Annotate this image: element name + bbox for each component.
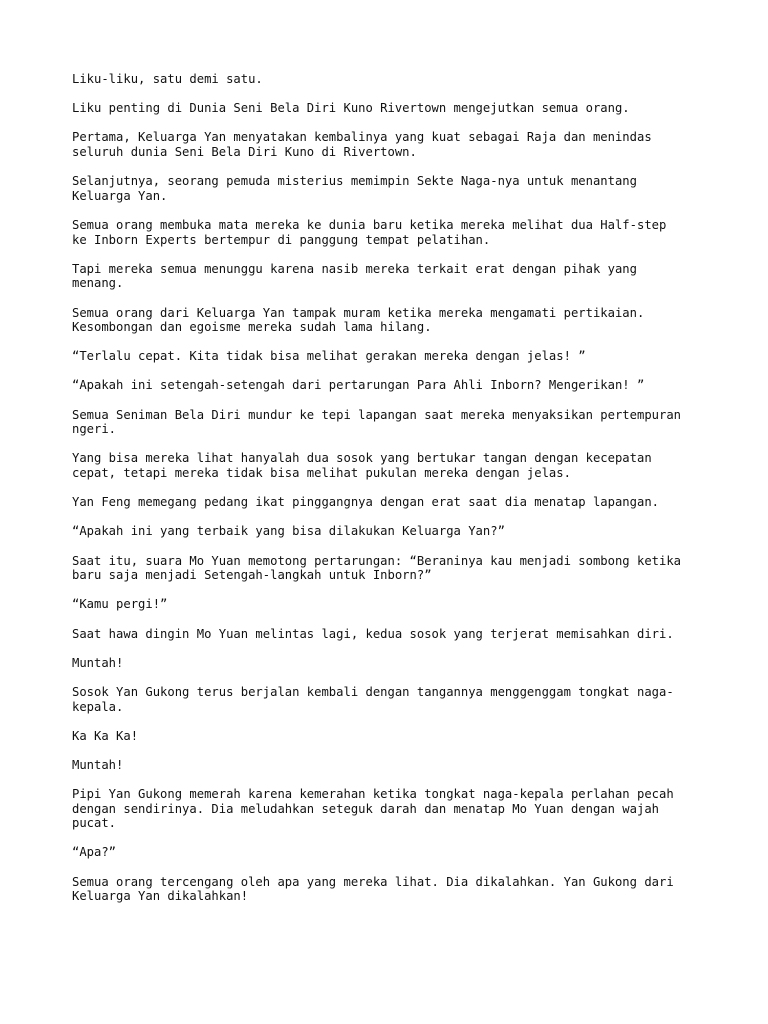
paragraph: Semua orang tercengang oleh apa yang mereka lihat. Dia dikalahkan. Yan Gukong dari Keluarga Yan dikalahkan! — [72, 874, 674, 904]
paragraph: Semua orang dari Keluarga Yan tampak muram ketika mereka mengamati pertikaian. Kesombongan dan egoisme mereka sudah lama hilang. — [72, 305, 645, 335]
paragraph: Yang bisa mereka lihat hanyalah dua sosok yang bertukar tangan dengan kecepatan cepat, tetapi mereka tidak bisa melihat pukulan mereka dengan jelas. — [72, 451, 652, 481]
paragraph: Tapi mereka semua menunggu karena nasib mereka terkait erat dengan pihak yang menang. — [72, 261, 637, 291]
paragraph: Pipi Yan Gukong memerah karena kemerahan ketika tongkat naga-kepala perlahan pecah dengan sendirinya. Dia meludahkan seteguk darah dan menatap Mo Yuan dengan wajah pucat. — [72, 787, 674, 831]
paragraph: Saat itu, suara Mo Yuan memotong pertarungan: “Beraninya kau menjadi sombong ketika baru saja menjadi Setengah-langkah untuk Inborn?” — [72, 553, 682, 583]
paragraph: Ka Ka Ka! — [72, 728, 139, 743]
document-page — [72, 72, 712, 918]
paragraph: Sosok Yan Gukong terus berjalan kembali dengan tangannya menggenggam tongkat naga- kepala. — [72, 684, 674, 714]
paragraph: Saat hawa dingin Mo Yuan melintas lagi, kedua sosok yang terjerat memisahkan diri. — [72, 626, 674, 641]
paragraph: Liku penting di Dunia Seni Bela Diri Kuno Rivertown mengejutkan semua orang. — [72, 101, 630, 116]
paragraph: “Kamu pergi!” — [72, 597, 168, 612]
paragraph: Selanjutnya, seorang pemuda misterius memimpin Sekte Naga-nya untuk menantang Keluarga Yan. — [72, 174, 637, 203]
paragraph: Pertama, Keluarga Yan menyatakan kembalinya yang kuat sebagai Raja dan menindas seluruh dunia Seni Bela Diri Kuno di Rivertown. — [72, 130, 652, 159]
paragraph: “Apa?” — [72, 845, 117, 860]
paragraph: Semua Seniman Bela Diri mundur ke tepi lapangan saat mereka menyaksikan pertempuran ngeri. — [72, 407, 682, 437]
paragraph: Muntah! — [72, 757, 124, 772]
paragraph: Yan Feng memegang pedang ikat pinggangnya dengan erat saat dia menatap lapangan. — [72, 495, 659, 510]
paragraph: “Apakah ini setengah-setengah dari pertarungan Para Ahli Inborn? Mengerikan! ” — [72, 378, 645, 393]
paragraph: “Terlalu cepat. Kita tidak bisa melihat gerakan mereka dengan jelas! ” — [72, 349, 586, 364]
paragraph: Semua orang membuka mata mereka ke dunia baru ketika mereka melihat dua Half-step ke Inborn Experts bertempur di panggung tempat pelatihan. — [72, 217, 667, 247]
paragraph: Muntah! — [72, 655, 124, 670]
paragraph: “Apakah ini yang terbaik yang bisa dilakukan Keluarga Yan?” — [72, 524, 505, 539]
paragraph: Liku-liku, satu demi satu. — [72, 72, 263, 86]
